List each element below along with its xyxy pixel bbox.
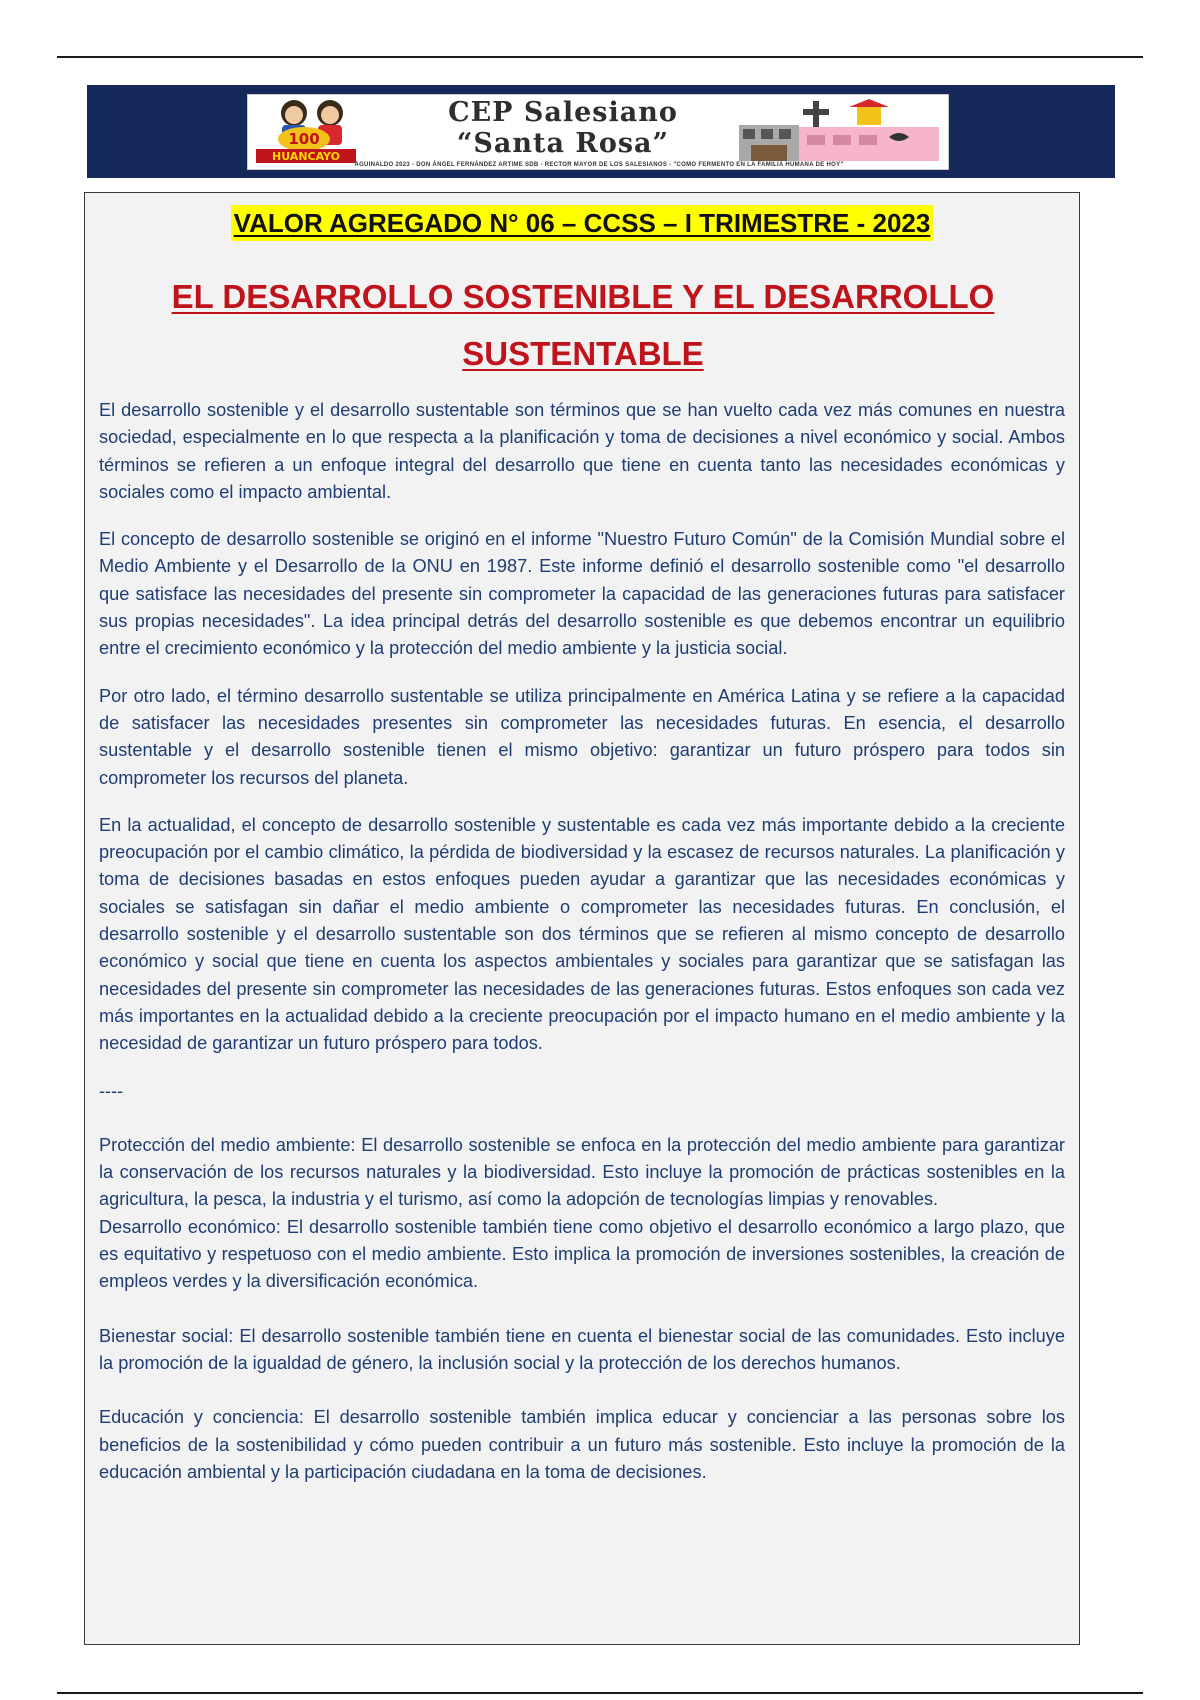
school-name-line1: CEP Salesiano: [448, 97, 678, 128]
paragraph: El concepto de desarrollo sostenible se originó en el informe "Nuestro Futuro Común" de la Comisión Mundial sobre el Medio Ambiente y el Desarrollo de la ONU en 1987. Este informe definió el desarrollo sostenible como "el desarrollo que satisface las necesidades del presente sin comprometer la capacidad de las generaciones futuras para satisfacer sus propias necesidades". La idea principal detrás del desarrollo sostenible es que debemos encontrar un equilibrio entre el crecimiento económico y la protección del medio ambiente y la justicia social.: [99, 529, 1065, 659]
svg-text:HUANCAYO: HUANCAYO: [272, 150, 340, 163]
svg-text:100: 100: [288, 130, 320, 148]
section-social: Bienestar social: El desarrollo sostenible también tiene en cuenta el bienestar social de las comunidades. Esto incluye la promoción de la igualdad de género, la inclusión social y la protección de los derechos humanos.: [99, 1325, 1065, 1373]
school-name-line2: “Santa Rosa”: [456, 128, 670, 159]
document-title: EL DESARROLLO SOSTENIBLE Y EL DESARROLLO SUSTENTABLE: [171, 278, 995, 372]
header-banner: [87, 85, 1115, 178]
document-body: [84, 192, 1080, 1645]
subtitle-wrapper: [85, 205, 1079, 241]
logo-motto: AGUINALDO 2023 - DON ÁNGEL FERNÁNDEZ ARTIME SDB - RECTOR MAYOR DE LOS SALESIANOS - "COMO FERMENTO EN LA FAMILIA HUMANA DE HOY": [354, 162, 844, 168]
top-rule: [57, 56, 1143, 58]
section-education: Educación y conciencia: El desarrollo sostenible también implica educar y concienciar a las personas sobre los beneficios de la sostenibilidad y cómo pueden contribuir a un futuro más sostenible. Esto incluye la promoción de la educación ambiental y la participación ciudadana en la toma de decisiones.: [99, 1407, 1065, 1482]
children-logo-icon: [252, 97, 382, 165]
section-economy: Desarrollo económico: El desarrollo sostenible también tiene como objetivo el desarrollo económico a largo plazo, que es equitativo y respetuoso con el medio ambiente. Esto implica la promoción de inversiones sostenibles, la creación de empleos verdes y la diversificación económica.: [99, 1216, 1065, 1292]
document-subtitle: VALOR AGREGADO N° 06 – CCSS – I TRIMESTRE - 2023: [231, 205, 934, 241]
school-logo: [247, 94, 949, 170]
separator: ----: [99, 1080, 124, 1101]
paragraph: Por otro lado, el término desarrollo sustentable se utiliza principalmente en América Latina y se refiere a la capacidad de satisfacer las necesidades presentes sin comprometer las necesidades futuras. En esencia, el desarrollo sustentable y el desarrollo sostenible tienen el mismo objetivo: garantizar un futuro próspero para todos sin comprometer los recursos del planeta.: [99, 685, 1065, 788]
section-environment: Protección del medio ambiente: El desarrollo sostenible se enfoca en la protección del medio ambiente para garantizar la conservación de los recursos naturales y la biodiversidad. Esto incluye la promoción de prácticas sostenibles en la agricultura, la pesca, la industria y el turismo, así como la adopción de tecnologías limpias y renovables.: [99, 1134, 1065, 1210]
church-building-icon: [729, 97, 944, 165]
paragraph: El desarrollo sostenible y el desarrollo sustentable son términos que se han vuelto cada vez más comunes en nuestra sociedad, especialmente en lo que respecta a la planificación y toma de decisiones a nivel económico y social. Ambos términos se refieren a un enfoque integral del desarrollo que tiene en cuenta tanto las necesidades económicas y sociales como el impacto ambiental.: [99, 400, 1065, 502]
paragraph: En la actualidad, el concepto de desarrollo sostenible y sustentable es cada vez más importante debido a la creciente preocupación por el cambio climático, la pérdida de biodiversidad y la escasez de recursos naturales. La planificación y toma de decisiones basadas en estos enfoques pueden ayudar a garantizar que las necesidades económicas y sociales se satisfagan sin dañar el medio ambiente o comprometer las necesidades futuras. En conclusión, el desarrollo sostenible y el desarrollo sustentable son dos términos que se refieren al mismo concepto de desarrollo económico y social que tiene en cuenta los aspectos ambientales y sociales para garantizar que se satisfagan las necesidades del presente sin comprometer las necesidades de las generaciones futuras. Estos enfoques son cada vez más importantes en la actualidad debido a la creciente preocupación por el impacto humano en el medio ambiente y la necesidad de garantizar un futuro próspero para todos.: [99, 814, 1065, 1054]
document-text: [99, 397, 1065, 1486]
bottom-rule: [57, 1692, 1143, 1694]
